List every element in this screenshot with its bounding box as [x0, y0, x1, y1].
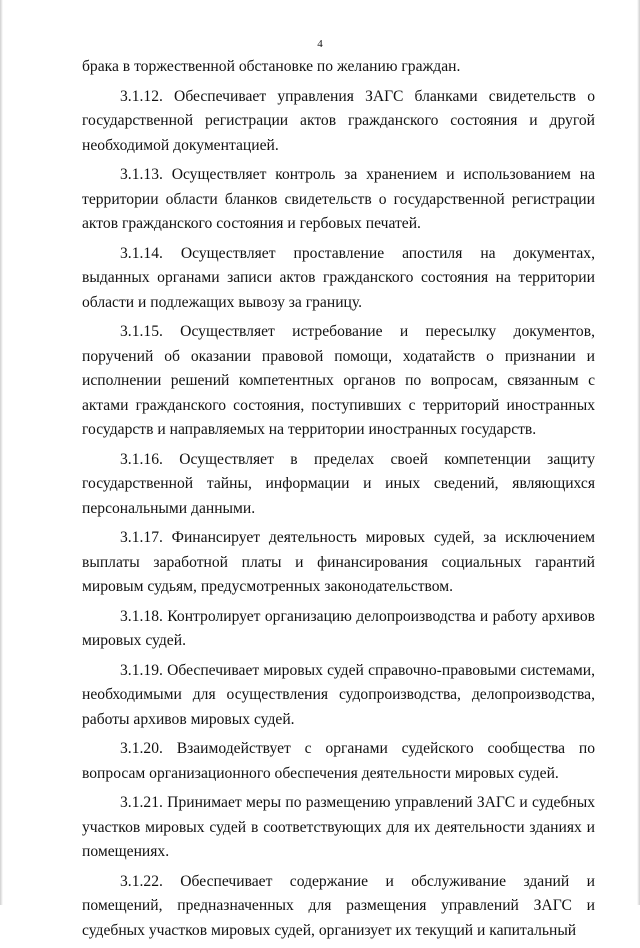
paragraph-3-1-16: 3.1.16. Осуществляет в пределах своей компетенции защиту государственной тайны, информации и иных сведений, являющихся персональными данными. [82, 450, 595, 517]
paragraph-3-1-20: 3.1.20. Взаимодействует с органами судейского сообщества по вопросам организационного обеспечения деятельности мировых судей. [82, 740, 595, 782]
paragraph-3-1-12: 3.1.12. Обеспечивает управления ЗАГС бланками свидетельств о государственной регистрации актов гражданского состояния и другой необходимой документацией. [82, 87, 595, 154]
paragraph-3-1-19: 3.1.19. Обеспечивает мировых судей справочно-правовыми системами, необходимыми для осуществления судопроизводства, делопроизводства, работы архивов мировых судей. [82, 661, 595, 728]
paragraph-3-1-21: 3.1.21. Принимает меры по размещению управлений ЗАГС и судебных участков мировых судей в соответствующих для их деятельности зданиях и помещениях. [82, 794, 595, 860]
page-number: 4 [317, 38, 323, 50]
scan-edge-left [0, 0, 3, 905]
paragraph-3-1-18: 3.1.18. Контролирует организацию делопроизводства и работу архивов мировых судей. [82, 607, 595, 649]
paragraph-3-1-15: 3.1.15. Осуществляет истребование и пересылку документов, поручений об оказании правовой помощи, ходатайств о признании и исполнении решений компетентных органов по вопросам, связанным с актами гражданского состояния, поступивших с территорий иностранных государств и направляемых на территории иностранных государств. [82, 323, 595, 438]
paragraph-3-1-17: 3.1.17. Финансирует деятельность мировых судей, за исключением выплаты заработной платы и финансирования социальных гарантий мировым судьям, предусмотренных законодательством. [82, 529, 595, 595]
paragraph-3-1-22: 3.1.22. Обеспечивает содержание и обслуживание зданий и помещений, предназначенных для размещения управлений ЗАГС и судебных участков мировых судей, организует их текущий и капитальный [82, 872, 595, 939]
paragraph-continuation: брака в торжественной обстановке по желанию граждан. [82, 58, 461, 75]
document-body [82, 55, 595, 948]
paragraph-3-1-14: 3.1.14. Осуществляет проставление апостиля на документах, выданных органами записи актов гражданского состояния на территории области и подлежащих вывозу за границу. [82, 244, 595, 311]
paragraph-3-1-13: 3.1.13. Осуществляет контроль за хранением и использованием на территории области бланков свидетельств о государственной регистрации актов гражданского состояния и гербовых печатей. [82, 166, 595, 232]
